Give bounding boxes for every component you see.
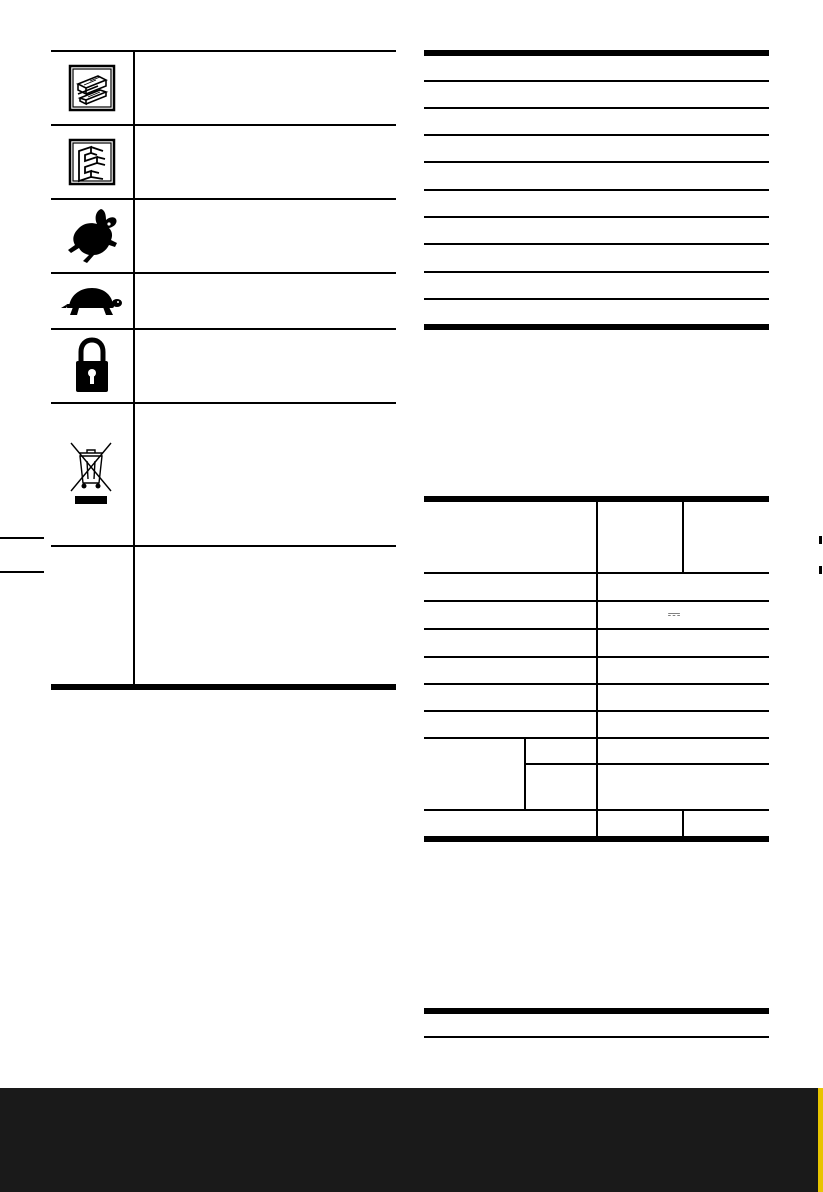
spec-table-subrow-rule	[524, 763, 769, 765]
crossed-out-wheelie-bin-icon	[66, 438, 116, 508]
page-edge-tick	[819, 536, 822, 544]
list-table-row-rule	[424, 243, 769, 245]
list-table-row-rule	[424, 161, 769, 163]
list-table-top-rule	[424, 50, 769, 56]
list-table-row-rule	[424, 271, 769, 273]
symbol-row-divider	[51, 198, 396, 200]
symbol-table-column-divider	[133, 50, 135, 686]
bottom-table-top-rule	[424, 1008, 769, 1014]
symbol-row-divider	[51, 545, 396, 547]
list-table-row-rule	[424, 298, 769, 300]
bottom-table-bottom-rule	[424, 1036, 769, 1038]
list-table-row-rule	[424, 80, 769, 82]
padlock-icon	[72, 335, 112, 397]
spec-table-header-split	[682, 500, 684, 572]
spec-table-last-row-split	[682, 809, 684, 837]
list-table-row-rule	[424, 216, 769, 218]
page-edge-tick	[819, 566, 822, 574]
spec-table-group-divider	[524, 737, 526, 809]
page-edge-tab-mark	[0, 571, 44, 573]
list-table-bottom-rule	[424, 324, 769, 330]
list-table-row-rule	[424, 134, 769, 136]
footer-edge-stripe	[818, 1088, 823, 1192]
symbol-row-divider	[51, 124, 396, 126]
symbol-row-divider	[51, 272, 396, 274]
list-table-row-rule	[424, 189, 769, 191]
wood-planks-icon	[67, 63, 117, 113]
footer-band	[0, 1088, 823, 1192]
turtle-slow-speed-icon	[60, 282, 124, 320]
symbol-table-top-rule	[51, 50, 396, 52]
page-edge-tab-mark	[0, 537, 44, 539]
symbol-row-divider	[51, 402, 396, 404]
spec-table-value-column-divider	[596, 500, 598, 838]
metal-profile-icon	[67, 137, 117, 187]
list-table-row-rule	[424, 107, 769, 109]
symbol-table-bottom-rule	[51, 684, 396, 690]
dc-current-symbol: ⎓	[667, 604, 681, 623]
rabbit-fast-speed-icon	[62, 204, 122, 266]
symbol-row-divider	[51, 328, 396, 330]
